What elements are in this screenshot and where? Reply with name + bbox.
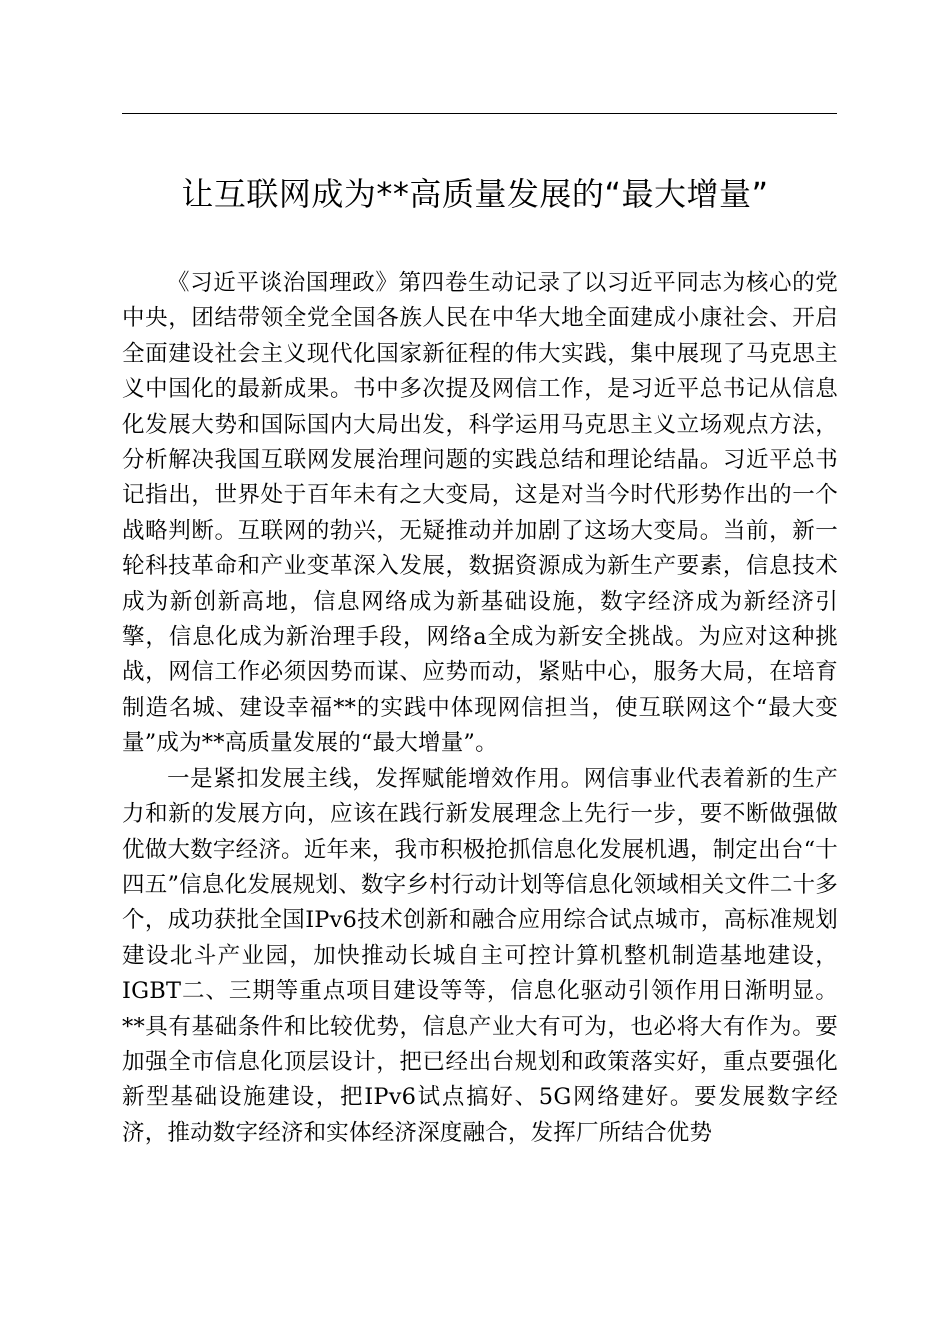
document-body <box>122 266 838 1151</box>
paragraph-point-one: 一是紧扣发展主线，发挥赋能增效作用。网信事业代表着新的生产力和新的发展方向，应该在践行新发展理念上先行一步，要不断做强做优做大数字经济。近年来，我市积极抢抓信息化发展机遇，制定出台“十四五”信息化发展规划、数字乡村行动计划等信息化领域相关文件二十多个，成功获批全国IPv6技术创新和融合应用综合试点城市，高标准规划建设北斗产业园，加快推动长城自主可控计算机整机制造基地建设，IGBT二、三期等重点项目建设等等，信息化驱动引领作用日渐明显。**具有基础条件和比较优势，信息产业大有可为，也必将大有作为。要加强全市信息化顶层设计，把已经出台规划和政策落实好，重点要强化新型基础设施建设，把IPv6试点搞好、5G网络建好。要发展数字经济，推动数字经济和实体经济深度融合，发挥厂所结合优势 <box>122 765 838 1146</box>
header-rule <box>122 113 837 114</box>
document-title: 让互联网成为**高质量发展的“最大增量” <box>181 175 769 213</box>
paragraph-intro: 《习近平谈治国理政》第四卷生动记录了以习近平同志为核心的党中央，团结带领全党全国各族人民在中华大地全面建成小康社会、开启全面建设社会主义现代化国家新征程的伟大实践，集中展现了马克思主义中国化的最新成果。书中多次提及网信工作，是习近平总书记从信息化发展大势和国际国内大局出发，科学运用马克思主义立场观点方法，分析解决我国互联网发展治理问题的实践总结和理论结晶。习近平总书记指出，世界处于百年未有之大变局，这是对当今时代形势作出的一个战略判断。互联网的勃兴，无疑推动并加剧了这场大变局。当前，新一轮科技革命和产业变革深入发展，数据资源成为新生产要素，信息技术成为新创新高地，信息网络成为新基础设施，数字经济成为新经济引擎，信息化成为新治理手段，网络a全成为新安全挑战。为应对这种挑战，网信工作必须因势而谋、应势而动，紧贴中心，服务大局，在培育制造名城、建设幸福**的实践中体现网信担当，使互联网这个“最大变量”成为**高质量发展的“最大增量”。 <box>122 270 838 757</box>
